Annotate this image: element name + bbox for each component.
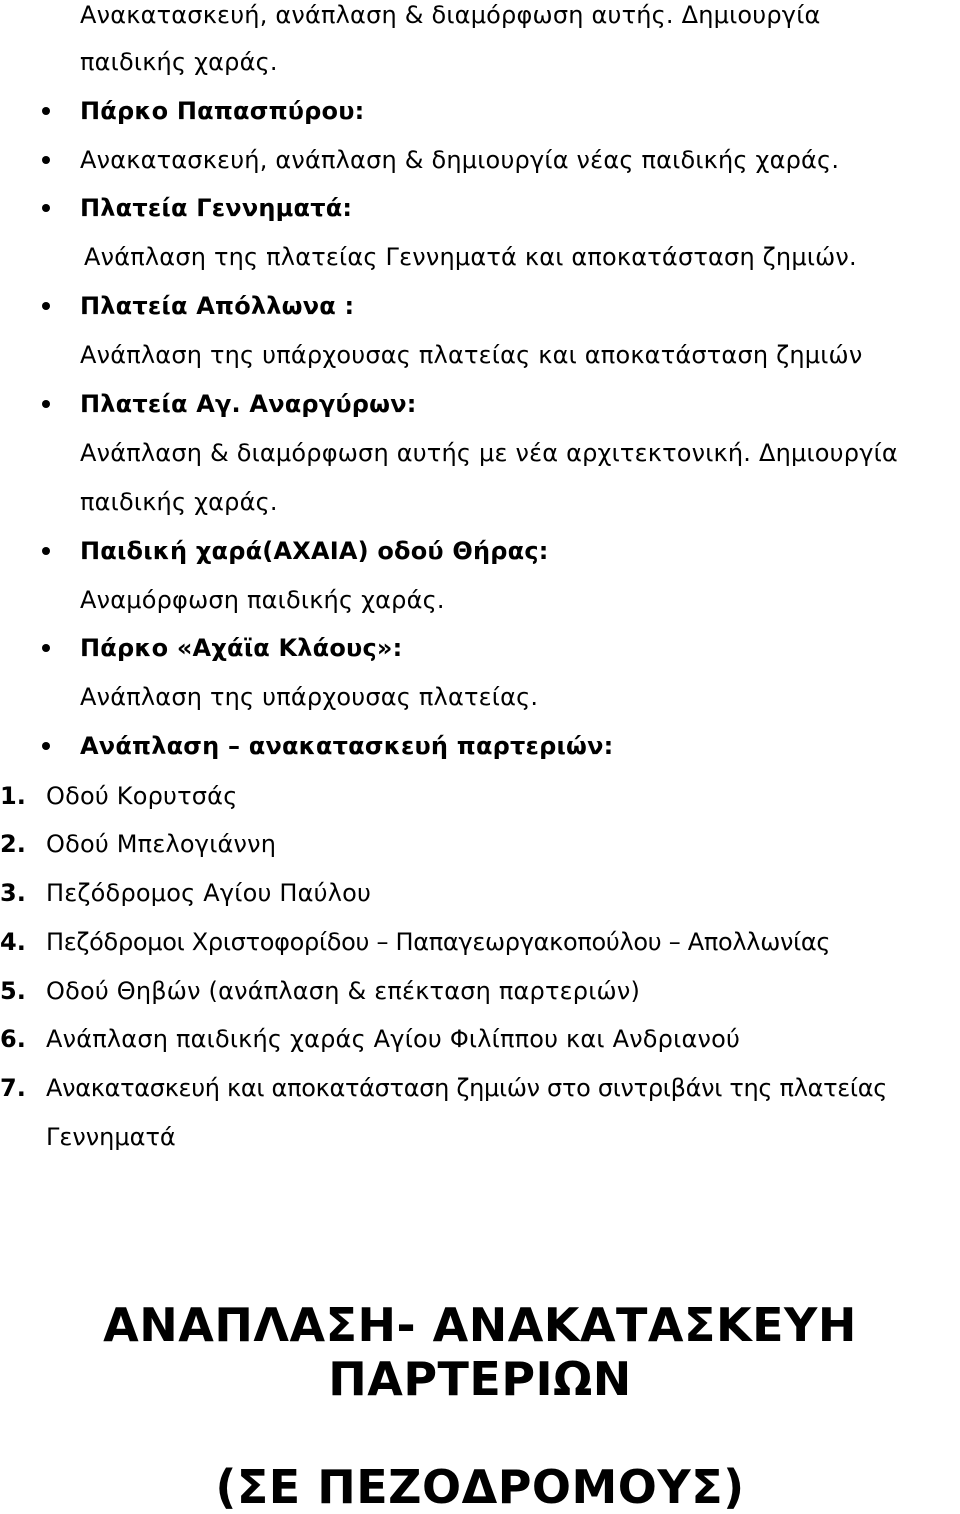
item-text: Ανακατασκευή και αποκατάσταση ζημιών στο σιντριβάνι της πλατείας: [46, 1074, 888, 1102]
section-heading-line-2: ΠΑΡΤΕΡΙΩΝ: [328, 1352, 632, 1406]
item-title: Πάρκο «Αχάϊα Κλάους»:: [80, 634, 403, 662]
item-title: Πλατεία Αγ. Αναργύρων:: [80, 390, 417, 418]
list-item: [0, 193, 960, 223]
item-number: 3.: [0, 879, 26, 907]
item-number: 1.: [0, 782, 26, 810]
item-text: Οδού Κορυτσάς: [46, 782, 238, 810]
numbered-item: [0, 829, 960, 859]
item-text: Ανάπλαση παιδικής χαράς Αγίου Φιλίππου και Ανδριανού: [46, 1025, 741, 1053]
section-heading-line-1: ΑΝΑΠΛΑΣΗ- ΑΝΑΚΑΤΑΣΚΕΥΗ: [103, 1298, 857, 1352]
item-text: Οδού Θηβών (ανάπλαση & επέκταση παρτεριών): [46, 977, 641, 1005]
item-text: Οδού Μπελογιάννη: [46, 830, 277, 858]
intro-line-2: παιδικής χαράς.: [80, 48, 278, 76]
bullet-icon: [42, 204, 50, 212]
item-title: Παιδική χαρά(ΑΧΑΙΑ) οδού Θήρας:: [80, 537, 549, 565]
list-item: [0, 633, 960, 663]
list-item: [0, 145, 960, 175]
item-number: 4.: [0, 928, 26, 956]
bullet-icon: [42, 400, 50, 408]
numbered-item: [0, 1024, 960, 1054]
list-item: [0, 389, 960, 419]
numbered-item: [0, 781, 960, 811]
list-item: [0, 536, 960, 566]
item-title: Ανάπλαση – ανακατασκευή παρτεριών:: [80, 732, 614, 760]
item-text: Πεζόδρομοι Χριστοφορίδου – Παπαγεωργακοπούλου – Απολλωνίας: [46, 928, 831, 956]
item-description: Ανάπλαση & διαμόρφωση αυτής με νέα αρχιτεκτονική. Δημιουργία: [80, 439, 898, 467]
item-description: Ανάπλαση της υπάρχουσας πλατείας.: [80, 683, 539, 711]
item-number: 7.: [0, 1074, 26, 1102]
item-number: 6.: [0, 1025, 26, 1053]
item-description: Αναμόρφωση παιδικής χαράς.: [80, 586, 445, 614]
intro-line-1: Ανακατασκευή, ανάπλαση & διαμόρφωση αυτής. Δημιουργία: [80, 1, 821, 29]
bullet-icon: [42, 644, 50, 652]
list-item: [0, 96, 960, 126]
item-description: Ανάπλαση της υπάρχουσας πλατείας και αποκατάσταση ζημιών: [80, 341, 863, 369]
list-item: [0, 291, 960, 321]
bullet-icon: [42, 302, 50, 310]
item-number: 5.: [0, 977, 26, 1005]
bullet-icon: [42, 156, 50, 164]
list-item: [0, 731, 960, 761]
item-description: Ανάπλαση της πλατείας Γεννηματά και αποκατάσταση ζημιών.: [84, 243, 857, 271]
numbered-item: [0, 1073, 960, 1103]
item-title: Πλατεία Γεννηματά:: [80, 194, 353, 222]
item-text: Πεζόδρομος Αγίου Παύλου: [46, 879, 372, 907]
item-number: 2.: [0, 830, 26, 858]
bullet-icon: [42, 742, 50, 750]
bullet-icon: [42, 547, 50, 555]
numbered-item: [0, 927, 960, 957]
item-title: Πλατεία Απόλλωνα :: [80, 292, 355, 320]
section-heading-line-3: (ΣΕ ΠΕΖΟΔΡΟΜΟΥΣ): [215, 1460, 745, 1514]
item-title: Πάρκο Παπασπύρου:: [80, 97, 365, 125]
item-description-cont: παιδικής χαράς.: [80, 488, 278, 516]
numbered-item: [0, 878, 960, 908]
item-text: Ανακατασκευή, ανάπλαση & δημιουργία νέας παιδικής χαράς.: [80, 146, 840, 174]
numbered-item: [0, 976, 960, 1006]
item-text-cont: Γεννηματά: [46, 1123, 176, 1151]
bullet-icon: [42, 107, 50, 115]
